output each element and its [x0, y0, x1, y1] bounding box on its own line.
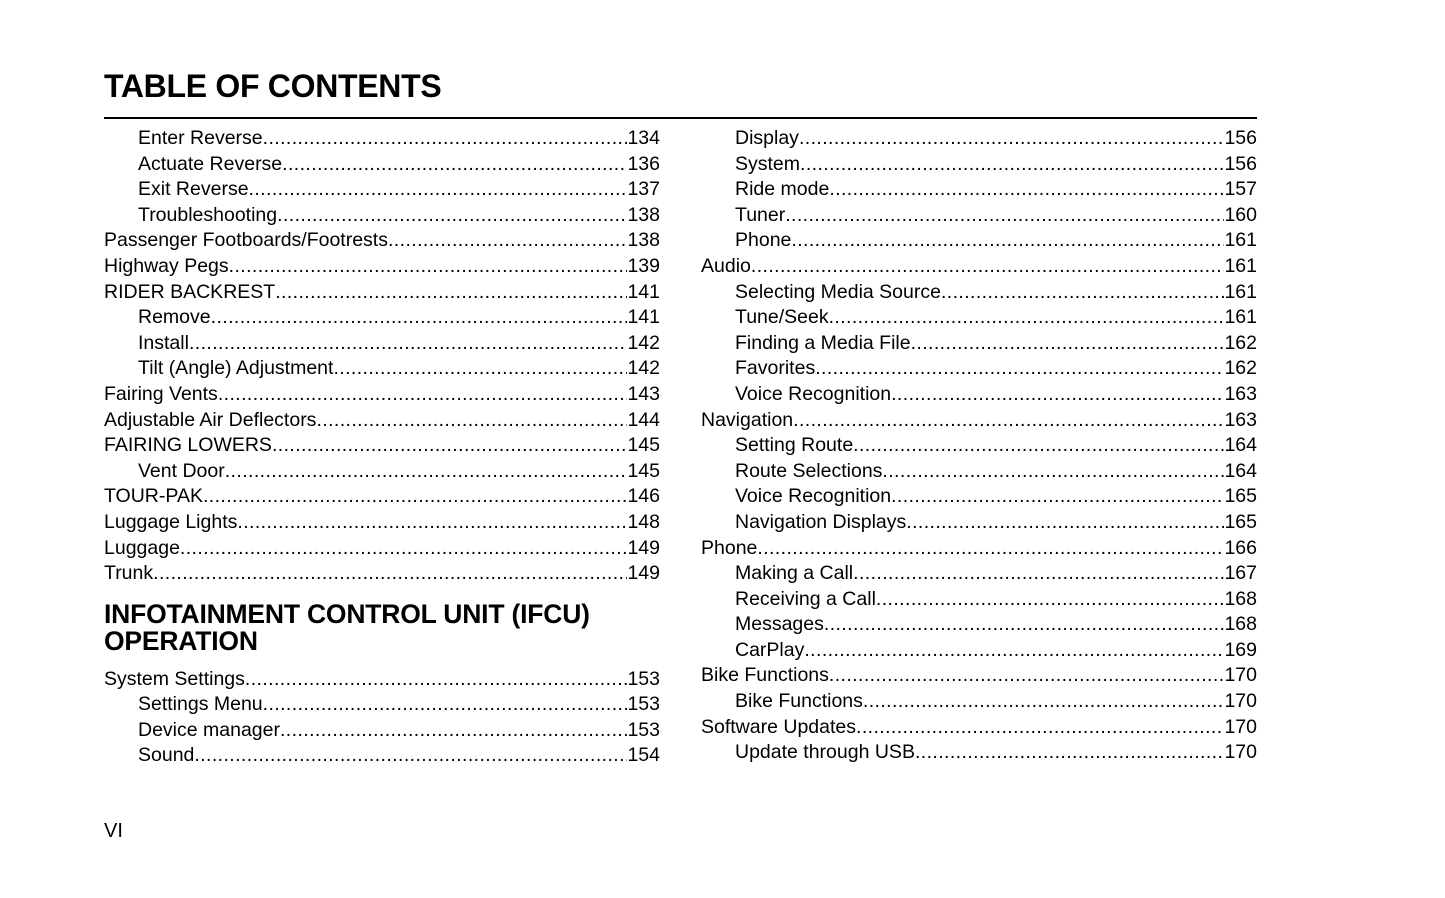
- toc-entry-label: Exit Reverse: [138, 178, 249, 201]
- toc-entry-page-number: 148: [627, 510, 660, 533]
- toc-entry-page-number: 161: [1224, 229, 1257, 252]
- toc-entry-label: Finding a Media File: [735, 331, 911, 354]
- toc-entry-page-number: 156: [1224, 152, 1257, 175]
- toc-entry-page-number: 138: [627, 203, 660, 226]
- toc-entry[interactable]: [701, 356, 1257, 382]
- toc-entry-label: Device manager: [138, 718, 280, 741]
- toc-entry[interactable]: [701, 331, 1257, 357]
- dot-leader: [218, 382, 628, 408]
- toc-entry-label: Display: [735, 127, 799, 149]
- toc-entry[interactable]: [701, 126, 1257, 152]
- toc-entry-page-number: 165: [1224, 510, 1257, 533]
- dot-leader: [941, 280, 1225, 306]
- toc-entry-label: Settings Menu: [138, 693, 263, 716]
- toc-entry-page-number: 164: [1224, 434, 1257, 457]
- toc-entry-page-number: 145: [627, 434, 660, 457]
- toc-entry[interactable]: [701, 177, 1257, 203]
- dot-leader: [815, 356, 1224, 382]
- toc-entry[interactable]: [701, 228, 1257, 254]
- dot-leader: [280, 718, 627, 744]
- toc-entry[interactable]: [104, 459, 660, 485]
- toc-entry-label: Favorites: [735, 357, 816, 380]
- toc-entry-label: Selecting Media Source: [735, 280, 941, 303]
- toc-entry-label: Setting Route: [735, 434, 854, 457]
- toc-entry-page-number: 153: [627, 718, 660, 741]
- toc-entry-label: Actuate Reverse: [138, 152, 283, 175]
- toc-entry[interactable]: [104, 254, 660, 280]
- dot-leader: [800, 152, 1224, 178]
- toc-entry-page-number: 149: [627, 562, 660, 585]
- dot-leader: [856, 715, 1224, 741]
- toc-entry-page-number: 161: [1224, 280, 1257, 303]
- toc-entry[interactable]: [104, 692, 660, 718]
- toc-entry-page-number: 170: [1224, 741, 1257, 764]
- toc-entry[interactable]: [701, 510, 1257, 536]
- dot-leader: [263, 692, 628, 718]
- toc-entry-label: Adjustable Air Deflectors: [104, 408, 317, 431]
- toc-entry[interactable]: [701, 638, 1257, 664]
- toc-list-right: [701, 126, 1257, 766]
- toc-entry-page-number: 153: [627, 667, 660, 690]
- dot-leader: [316, 408, 627, 434]
- dot-leader: [829, 663, 1225, 689]
- toc-entry[interactable]: [104, 510, 660, 536]
- toc-entry-page-number: 141: [627, 280, 660, 303]
- toc-entry-page-number: 163: [1224, 408, 1257, 431]
- toc-entry[interactable]: [701, 203, 1257, 229]
- toc-entry[interactable]: [104, 280, 660, 306]
- dot-leader: [180, 536, 628, 562]
- toc-entry-label: Highway Pegs: [104, 254, 229, 277]
- toc-entry-label: Luggage: [104, 536, 180, 559]
- toc-entry-page-number: 139: [627, 254, 660, 277]
- toc-entry[interactable]: [104, 305, 660, 331]
- toc-entry-label: Software Updates: [701, 715, 857, 738]
- toc-entry-label: Remove: [138, 306, 211, 329]
- toc-entry[interactable]: [701, 408, 1257, 434]
- toc-entry[interactable]: [701, 561, 1257, 587]
- dot-leader: [785, 203, 1224, 229]
- toc-entry[interactable]: [701, 382, 1257, 408]
- page-number: VI: [104, 820, 123, 842]
- toc-entry-page-number: 149: [627, 536, 660, 559]
- dot-leader: [249, 177, 628, 203]
- toc-entry-page-number: 154: [627, 744, 660, 767]
- toc-entry[interactable]: [104, 433, 660, 459]
- toc-entry[interactable]: [701, 459, 1257, 485]
- toc-entry-label: RIDER BACKREST: [104, 280, 276, 303]
- dot-leader: [911, 331, 1225, 357]
- toc-entry-label: Tune/Seek: [735, 306, 829, 329]
- toc-entry[interactable]: [104, 743, 660, 769]
- toc-entry-page-number: 161: [1224, 306, 1257, 329]
- toc-entry-label: Bike Functions: [701, 664, 829, 687]
- toc-entry-label: Bike Functions: [735, 690, 863, 713]
- toc-entry-label: Luggage Lights: [104, 510, 238, 533]
- toc-entry-page-number: 144: [627, 408, 660, 431]
- toc-entry-label: CarPlay: [735, 638, 805, 661]
- toc-entry-page-number: 169: [1224, 638, 1257, 661]
- toc-right-column: [701, 126, 1257, 766]
- toc-entry[interactable]: [104, 667, 660, 693]
- toc-entry-page-number: 142: [627, 331, 660, 354]
- toc-entry-label: Update through USB: [735, 741, 915, 764]
- toc-entry-page-number: 170: [1224, 690, 1257, 713]
- dot-leader: [751, 254, 1225, 280]
- toc-entry-label: Sound: [138, 744, 195, 767]
- toc-entry[interactable]: [701, 152, 1257, 178]
- dot-leader: [194, 743, 627, 769]
- toc-entry[interactable]: [701, 305, 1257, 331]
- toc-entry[interactable]: [104, 126, 660, 152]
- toc-left-column: [104, 126, 660, 769]
- toc-entry-page-number: 165: [1224, 485, 1257, 508]
- dot-leader: [153, 561, 627, 587]
- toc-entry-page-number: 164: [1224, 459, 1257, 482]
- page-title: TABLE OF CONTENTS: [104, 68, 442, 104]
- dot-leader: [275, 280, 627, 306]
- toc-entry-page-number: 143: [627, 382, 660, 405]
- toc-entry[interactable]: [104, 382, 660, 408]
- dot-leader: [282, 152, 627, 178]
- dot-leader: [333, 356, 627, 382]
- dot-leader: [237, 510, 627, 536]
- toc-entry-page-number: 156: [1224, 127, 1257, 149]
- toc-entry-page-number: 167: [1224, 562, 1257, 585]
- dot-leader: [853, 433, 1224, 459]
- dot-leader: [263, 126, 628, 152]
- toc-entry-page-number: 163: [1224, 382, 1257, 405]
- toc-entry-page-number: 162: [1224, 357, 1257, 380]
- toc-entry[interactable]: [701, 663, 1257, 689]
- dot-leader: [829, 305, 1225, 331]
- toc-entry[interactable]: [701, 587, 1257, 613]
- toc-entry-label: FAIRING LOWERS: [104, 434, 272, 457]
- toc-entry[interactable]: [104, 356, 660, 382]
- toc-entry-page-number: 162: [1224, 331, 1257, 354]
- toc-entry-page-number: 170: [1224, 664, 1257, 687]
- toc-entry-label: Route Selections: [735, 459, 883, 482]
- dot-leader: [245, 667, 628, 693]
- dot-leader: [203, 484, 627, 510]
- toc-entry-label: Install: [138, 331, 189, 354]
- toc-entry[interactable]: [104, 152, 660, 178]
- toc-entry-label: System Settings: [104, 667, 245, 690]
- toc-entry-label: Navigation Displays: [735, 510, 907, 533]
- toc-list-left-top: [104, 126, 660, 587]
- dot-leader: [272, 433, 628, 459]
- toc-entry-page-number: 170: [1224, 715, 1257, 738]
- dot-leader: [791, 228, 1224, 254]
- toc-entry-page-number: 141: [627, 306, 660, 329]
- dot-leader: [793, 408, 1224, 434]
- toc-entry-label: Navigation: [701, 408, 794, 431]
- dot-leader: [804, 638, 1224, 664]
- toc-entry[interactable]: [701, 612, 1257, 638]
- toc-entry[interactable]: [104, 203, 660, 229]
- toc-entry-page-number: 134: [627, 127, 660, 149]
- toc-entry[interactable]: [104, 718, 660, 744]
- toc-entry[interactable]: [104, 177, 660, 203]
- dot-leader: [829, 177, 1224, 203]
- dot-leader: [853, 561, 1224, 587]
- toc-entry-label: Audio: [701, 254, 751, 277]
- toc-entry-page-number: 153: [627, 693, 660, 716]
- toc-entry-label: Messages: [735, 613, 824, 636]
- toc-entry-label: Receiving a Call: [735, 587, 876, 610]
- toc-entry[interactable]: [104, 228, 660, 254]
- toc-entry-label: Tuner: [735, 203, 786, 226]
- toc-entry-label: Fairing Vents: [104, 382, 218, 405]
- toc-entry-page-number: 146: [627, 485, 660, 508]
- dot-leader: [229, 254, 628, 280]
- toc-entry[interactable]: [104, 561, 660, 587]
- toc-entry-label: Phone: [701, 536, 758, 559]
- toc-entry-label: Vent Door: [138, 459, 225, 482]
- toc-entry-label: Tilt (Angle) Adjustment: [138, 357, 334, 380]
- toc-entry[interactable]: [701, 484, 1257, 510]
- toc-entry[interactable]: [104, 484, 660, 510]
- dot-leader: [863, 689, 1225, 715]
- toc-entry-page-number: 137: [627, 178, 660, 201]
- toc-entry-page-number: 166: [1224, 536, 1257, 559]
- toc-entry-label: Making a Call: [735, 562, 854, 585]
- dot-leader: [906, 510, 1224, 536]
- dot-leader: [277, 203, 627, 229]
- toc-entry-label: Ride mode: [735, 178, 830, 201]
- toc-entry-page-number: 138: [627, 229, 660, 252]
- toc-entry-label: TOUR-PAK: [104, 485, 203, 508]
- dot-leader: [225, 459, 628, 485]
- toc-list-left-bottom: [104, 667, 660, 769]
- dot-leader: [211, 305, 628, 331]
- toc-entry[interactable]: [701, 536, 1257, 562]
- dot-leader: [876, 587, 1225, 613]
- toc-entry[interactable]: [701, 433, 1257, 459]
- dot-leader: [882, 459, 1224, 485]
- toc-entry-page-number: 168: [1224, 587, 1257, 610]
- title-divider: [104, 117, 1257, 119]
- toc-entry-page-number: 142: [627, 357, 660, 380]
- toc-entry[interactable]: [701, 254, 1257, 280]
- toc-entry-label: System: [735, 152, 801, 175]
- toc-entry-label: Phone: [735, 229, 792, 252]
- toc-entry[interactable]: [104, 331, 660, 357]
- toc-entry-label: Voice Recognition: [735, 382, 892, 405]
- toc-entry-page-number: 145: [627, 459, 660, 482]
- toc-entry-page-number: 168: [1224, 613, 1257, 636]
- dot-leader: [189, 331, 628, 357]
- toc-entry-page-number: 160: [1224, 203, 1257, 226]
- toc-entry-page-number: 136: [627, 152, 660, 175]
- toc-entry[interactable]: [701, 740, 1257, 766]
- toc-entry[interactable]: [701, 689, 1257, 715]
- toc-entry-label: Enter Reverse: [138, 127, 263, 149]
- toc-entry[interactable]: [104, 536, 660, 562]
- dot-leader: [891, 484, 1224, 510]
- toc-entry[interactable]: [104, 408, 660, 434]
- section-heading-ifcu: INFOTAINMENT CONTROL UNIT (IFCU) OPERATION: [104, 598, 590, 656]
- toc-entry-label: Trunk: [104, 562, 154, 585]
- toc-entry-label: Passenger Footboards/Footrests: [104, 229, 388, 252]
- dot-leader: [824, 612, 1225, 638]
- dot-leader: [799, 126, 1225, 152]
- toc-entry[interactable]: [701, 715, 1257, 741]
- toc-entry-label: Voice Recognition: [735, 485, 892, 508]
- toc-entry-page-number: 157: [1224, 178, 1257, 201]
- toc-entry-page-number: 161: [1224, 254, 1257, 277]
- dot-leader: [915, 740, 1225, 766]
- toc-entry[interactable]: [701, 280, 1257, 306]
- dot-leader: [388, 228, 627, 254]
- dot-leader: [757, 536, 1224, 562]
- toc-entry-label: Troubleshooting: [138, 203, 278, 226]
- dot-leader: [891, 382, 1224, 408]
